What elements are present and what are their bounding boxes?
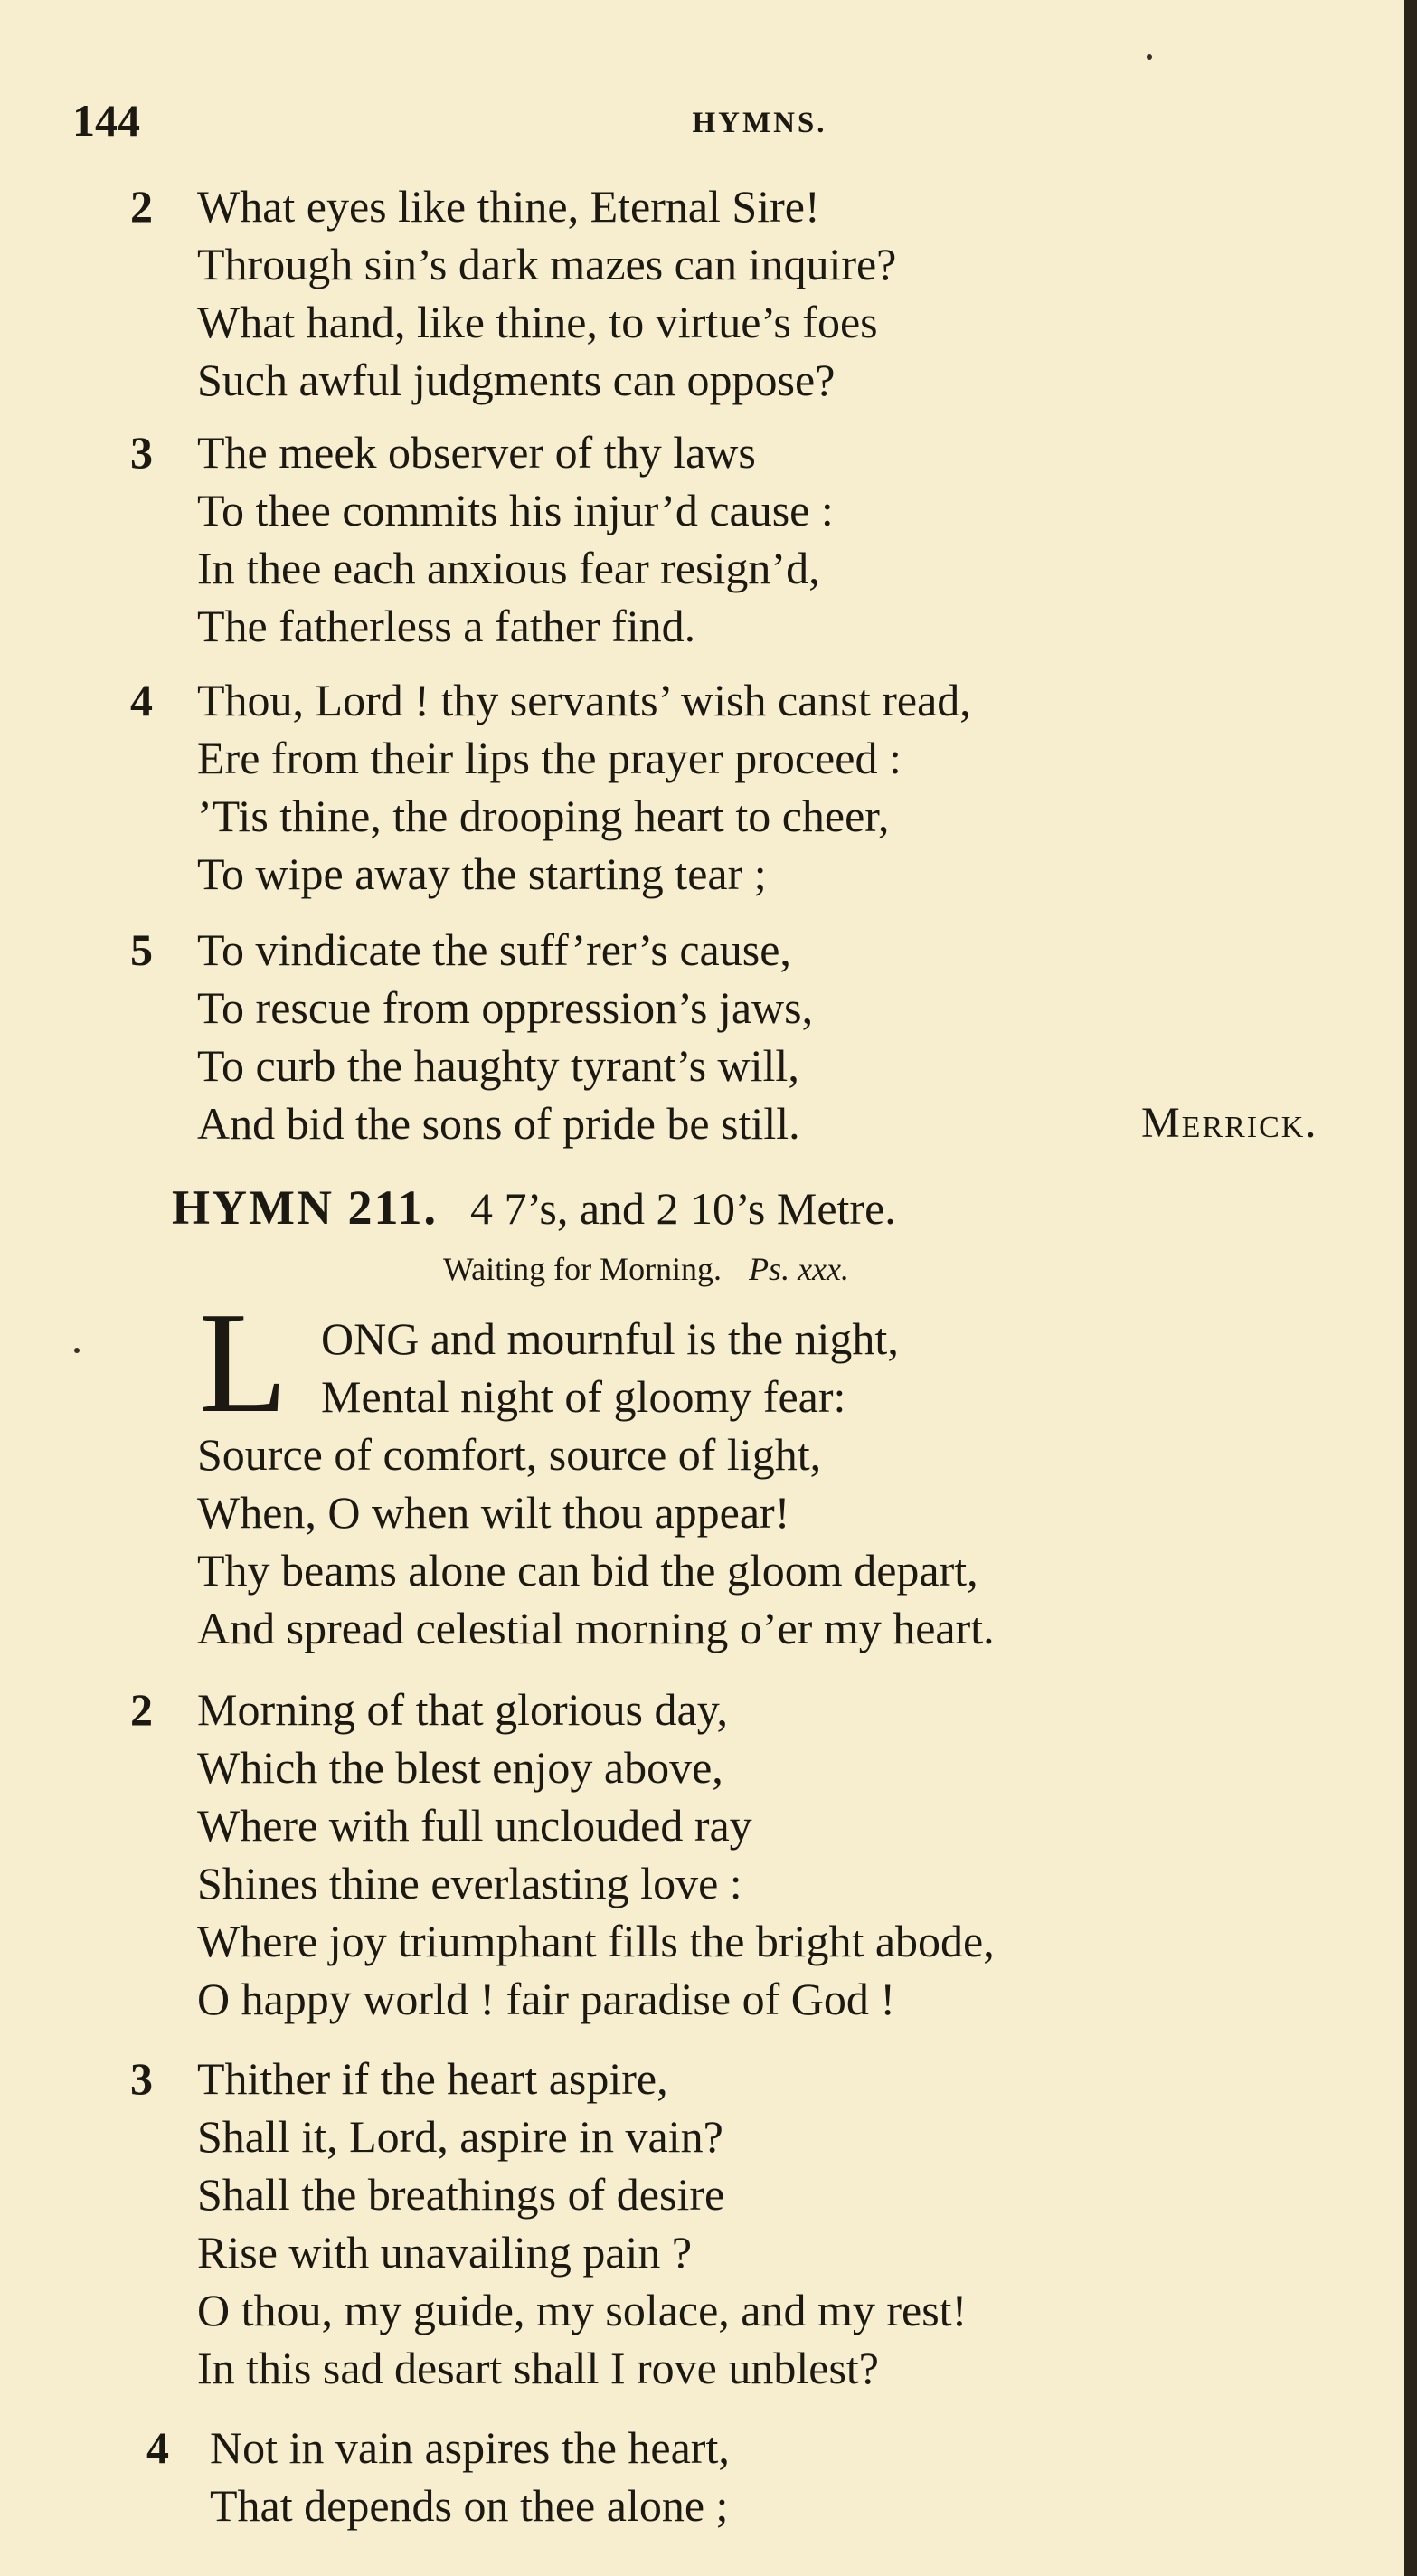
stanza-number: 4	[130, 675, 153, 725]
verse-line: Shines thine everlasting love :	[197, 1858, 742, 1908]
verse-line: To vindicate the suff’rer’s cause,	[197, 924, 791, 975]
verse-line: What eyes like thine, Eternal Sire!	[197, 181, 820, 232]
verse-line: Such awful judgments can oppose?	[197, 355, 836, 405]
verse-line: The meek observer of thy laws	[197, 427, 756, 478]
stanza-number: 3	[130, 427, 153, 478]
verse-line: When, O when wilt thou appear!	[197, 1487, 790, 1538]
page-header	[72, 89, 1374, 161]
verse-line: To curb the haughty tyrant’s will,	[197, 1040, 799, 1091]
verse-line: And spread celestial morning o’er my heart.	[197, 1603, 995, 1653]
verse-line: Where with full unclouded ray	[197, 1800, 752, 1851]
running-head: HYMNS.	[692, 107, 827, 139]
verse-line: Shall the breathings of desire	[197, 2169, 725, 2220]
verse-line: To thee commits his injur’d cause :	[197, 485, 834, 535]
verse-line: Source of comfort, source of light,	[197, 1429, 822, 1480]
verse-line: Shall it, Lord, aspire in vain?	[197, 2111, 723, 2162]
hymn-heading	[172, 1176, 896, 1240]
psalm-reference: Ps. xxx.	[749, 1251, 849, 1287]
stanza-number: 2	[130, 181, 153, 232]
verse-line: In thee each anxious fear resign’d,	[197, 543, 820, 593]
verse-line: O thou, my guide, my solace, and my rest!	[197, 2285, 968, 2335]
hymn-subject: Waiting for Morning.	[443, 1251, 723, 1287]
hymn-subtitle	[443, 1246, 849, 1292]
verse-line: Which the blest enjoy above,	[197, 1742, 723, 1793]
ink-speck	[1147, 54, 1152, 60]
verse-line: To wipe away the starting tear ;	[197, 848, 767, 899]
page-number: 144	[72, 95, 140, 146]
verse-line: Thy beams alone can bid the gloom depart,	[197, 1545, 978, 1596]
verse-line: What hand, like thine, to virtue’s foes	[197, 297, 878, 347]
ink-speck	[74, 1348, 80, 1353]
verse-line: Mental night of gloomy fear:	[321, 1371, 846, 1422]
verse-line: Rise with unavailing pain ?	[197, 2227, 693, 2278]
drop-cap: L	[199, 1282, 288, 1443]
author-attribution: Merrick.	[1141, 1099, 1318, 1147]
verse-line: ONG and mournful is the night,	[321, 1313, 899, 1364]
stanza-number: 5	[130, 924, 153, 975]
verse-line: Thou, Lord ! thy servants’ wish canst read,	[197, 675, 971, 725]
verse-line: Morning of that glorious day,	[197, 1684, 728, 1735]
verse-line: To rescue from oppression’s jaws,	[197, 982, 814, 1033]
verse-line: And bid the sons of pride be still.	[197, 1098, 800, 1149]
verse-line: O happy world ! fair paradise of God !	[197, 1974, 895, 2024]
verse-line: Through sin’s dark mazes can inquire?	[197, 239, 897, 289]
verse-line: Thither if the heart aspire,	[197, 2053, 668, 2104]
verse-line: Ere from their lips the prayer proceed :	[197, 733, 902, 783]
stanza-number: 3	[130, 2053, 153, 2104]
verse-line: In this sad desart shall I rove unblest?	[197, 2343, 879, 2393]
verse-line: The fatherless a father find.	[197, 601, 696, 651]
page-edge-shadow	[1404, 0, 1417, 2576]
verse-line: Where joy triumphant fills the bright abode,	[197, 1916, 995, 1966]
stanza-number: 2	[130, 1684, 153, 1735]
stanza-number: 4	[146, 2422, 169, 2473]
hymn-metre: 4 7’s, and 2 10’s Metre.	[470, 1183, 896, 1234]
hymn-number: HYMN 211.	[172, 1180, 438, 1235]
verse-line: Not in vain aspires the heart,	[210, 2422, 730, 2473]
verse-line: That depends on thee alone ;	[210, 2480, 729, 2531]
verse-line: ’Tis thine, the drooping heart to cheer,	[197, 791, 890, 841]
